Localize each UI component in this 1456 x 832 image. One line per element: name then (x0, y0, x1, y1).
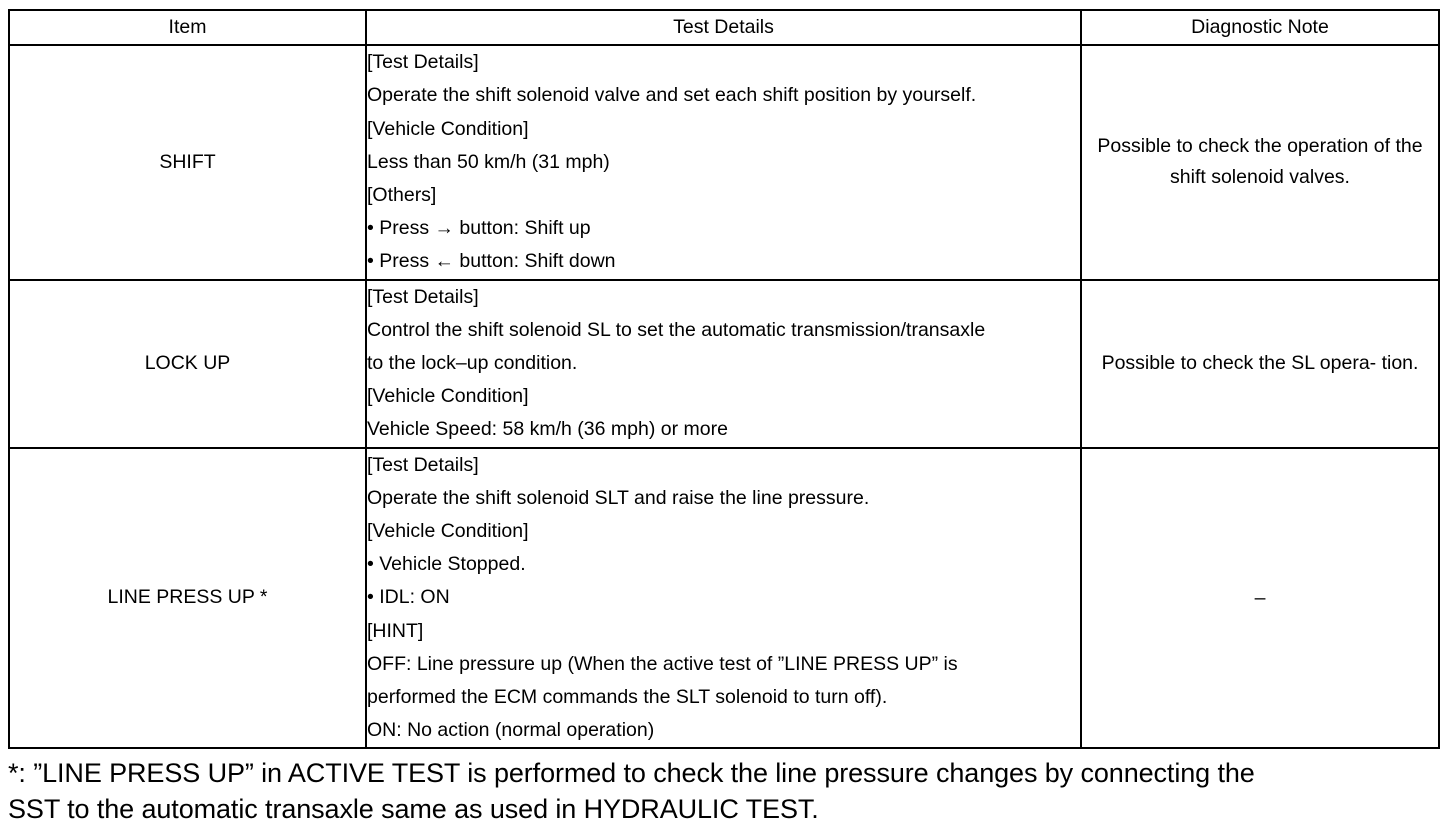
item-cell: SHIFT (9, 45, 366, 279)
table-row (9, 280, 1439, 448)
details-line: Less than 50 km/h (31 mph) (367, 150, 610, 173)
table-row (9, 45, 1439, 279)
header-diagnostic-note: Diagnostic Note (1081, 10, 1439, 45)
table-row (9, 448, 1439, 749)
details-line: Operate the shift solenoid valve and set each shift position by yourself. (367, 84, 977, 107)
details-line: [Test Details] (367, 285, 479, 308)
item-cell: LINE PRESS UP * (9, 448, 366, 749)
note-text: Possible to check the SL opera- tion. (1101, 352, 1419, 375)
details-line: • IDL: ON (367, 586, 450, 609)
details-line: Vehicle Speed: 58 km/h (36 mph) or more (367, 418, 728, 441)
details-cell (366, 45, 1081, 279)
table-header-row (9, 10, 1439, 45)
details-line: [Vehicle Condition] (367, 520, 529, 543)
details-line: OFF: Line pressure up (When the active test of ”LINE PRESS UP” is (367, 652, 958, 675)
details-line: [HINT] (367, 619, 424, 642)
header-test-details: Test Details (366, 10, 1081, 45)
details-cell (366, 280, 1081, 448)
details-line: • Press ← button: Shift down (367, 250, 616, 273)
footnote-line: SST to the automatic transaxle same as used in HYDRAULIC TEST. (8, 794, 819, 824)
details-line: [Vehicle Condition] (367, 385, 529, 408)
details-line: [Test Details] (367, 453, 479, 476)
details-line: to the lock–up condition. (367, 352, 578, 375)
note-cell (1081, 280, 1439, 448)
details-line: Operate the shift solenoid SLT and raise the line pressure. (367, 486, 870, 509)
details-cell (366, 448, 1081, 749)
header-item: Item (9, 10, 366, 45)
details-line: [Test Details] (367, 51, 479, 74)
note-text: Possible to check the operation of the shift solenoid valves. (1097, 135, 1423, 189)
details-line: • Vehicle Stopped. (367, 553, 526, 576)
details-line: Control the shift solenoid SL to set the automatic transmission/transaxle (367, 318, 986, 341)
footnote-line: *: ”LINE PRESS UP” in ACTIVE TEST is performed to check the line pressure changes by connecting the (8, 758, 1255, 788)
details-line: [Others] (367, 184, 437, 207)
item-cell: LOCK UP (9, 280, 366, 448)
note-cell (1081, 45, 1439, 279)
note-text: – (1254, 586, 1266, 609)
active-test-table-container (8, 9, 1438, 749)
details-line: [Vehicle Condition] (367, 117, 529, 140)
footnote (8, 755, 1448, 827)
details-line: • Press → button: Shift up (367, 217, 591, 240)
details-line: performed the ECM commands the SLT solenoid to turn off). (367, 686, 888, 709)
details-line: ON: No action (normal operation) (367, 719, 655, 742)
active-test-table (8, 9, 1440, 749)
note-cell (1081, 448, 1439, 749)
